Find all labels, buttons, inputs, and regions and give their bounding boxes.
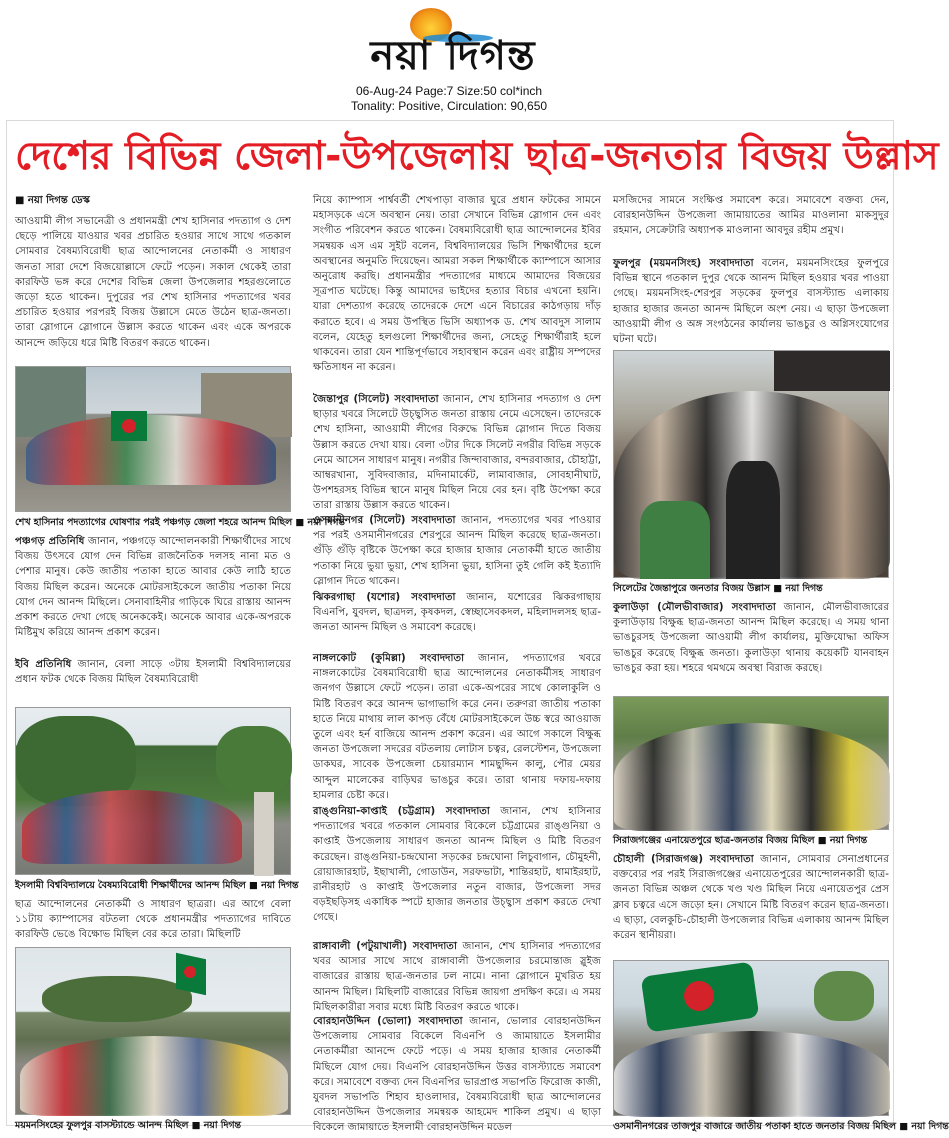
photo-tajpur-rally <box>613 960 889 1116</box>
article-headline: দেশের বিভিন্ন জেলা-উপজেলায় ছাত্র-জনতার বিজয় উল্লাস <box>15 134 939 179</box>
report-lead: জৈন্তাপুর (সিলেট) সংবাদদাতা <box>313 394 439 405</box>
osmaninagar-report <box>313 513 601 587</box>
report-text: জানান, শেখ হাসিনার পদত্যাগের খবরে গতকাল সোমবার বিকেলে চট্টগ্রামের রাঙ্গুনিয়া ও কাপ্তাই উপজেলায় সাধারণ জনতা আনন্দ মিছিল ও মিষ্টি বিতরণ করেছেন। রাঙ্গুনিয়া-চন্দ্রঘোনা সড়কের চন্দ্রঘোনা লিচুবাগান, চৌমুহনী, রোয়াজারহাট, ইছাখালী, গোডাউন, সরফভাটা, শান্তিরহাট, ধামাইরহাট, রানীরহাট ও কাপ্তাই উপজেলার নতুন বাজার, উপজেলা সদর বড়ইছড়িসহ একাধিক স্পটে হাজার জনতার উচ্ছ্বাস প্রকাশ করতে দেখা গেছে। <box>313 806 601 924</box>
ibi-report-continued: ছাত্র আন্দোলনের নেতাকর্মী ও সাধারণ ছাত্ররা। এর আগে বেলা ১১টায় ক্যাম্পাসের বটতলা থেকে প্রধানমন্ত্রীর পদত্যাগের দাবিতে কারফিউ ভেঙে বিক্ষোভ মিছিল বের করে তারা। মিছিলটি <box>15 899 291 941</box>
photo-jaintapur-celebration <box>613 350 889 578</box>
borhanuddin-report-continued: মসজিদের সামনে সংক্ষিপ্ত সমাবেশ করে। সমাবেশে বক্তব্য দেন, বোরহানউদ্দিন উপজেলা জামায়াতের আমির মাওলানা মাকসুদুর রহমান, সেক্রেটারি অধ্যাপক মাওলানা আবদুর রহীম প্রমুখ। <box>613 195 889 237</box>
report-text: জানান, শেখ হাসিনার পদত্যাগ ও দেশ ছাড়ার খবরে সিলেটে উচ্ছ্বসিত জনতা রাস্তায় নেমে এসেছেন। তাদেরকে শেখ হাসিনা, আওয়ামী লীগের বিরুদ্ধে বিভিন্ন স্লোগান দিতে বিজয় উল্লাস করতে দেখা যায়। বেলা ৩টার দিকে সিলেট নগরীর বিভিন্ন সড়কে নেমে আসেন সাধারণ মানুষ। নগরীর জিন্দাবাজার, বন্দরবাজার, চৌহাট্টা, আম্বরখানা, সুবিদবাজার, মদিনামার্কেট, লামাবাজার, সোবহানীঘাট, উপশহরসহ বিভিন্ন স্থানে মানুষ মিছিল নিয়ে বের হন। বৃষ্টি উপেক্ষা করে তারা রাস্তায় উল্লাস করতে থাকেন। <box>313 394 601 512</box>
photo-caption: ইসলামী বিশ্ববিদ্যালয়ে বৈষম্যবিরোধী শিক্ষার্থীদের আনন্দ মিছিল ■ নয়া দিগন্ত <box>15 880 299 891</box>
photo-ibi-rally <box>15 707 291 875</box>
report-text: জানান, ভোলার বোরহানউদ্দিন উপজেলায় সোমবার বিকেলে বিএনপি ও জামায়াতে ইসলামীর নেতাকর্মীরা আনন্দে ফেটে পড়ে। এ সময় হাজার হাজার নেতাকর্মী মিছিলে যোগ দেয়। বিএনপি বোরহানউদ্দিন উত্তর বাসস্ট্যান্ডে সমাবেশ করে। সমাবেশে বক্তব্য দেন বিএনপির ভারপ্রাপ্ত সভাপতি ফিরোজ কাজী, যুবদল সভাপতি শিহাব হাওলাদার, বৈষম্যবিরোধী ছাত্র আন্দোলনের বোরহানউদ্দিন উপজেলার সমন্বয়ক আহমেদ শাকিল প্রমুখ। এ ছাড়া বিকেলে জামায়াতে ইসলামী বোরহানউদ্দিন মডেল <box>313 1016 602 1134</box>
report-text: জানান, পঞ্চগড়ে আন্দোলনকারী শিক্ষার্থীদের সাথে বিজয় উৎসবে যোগ দেন বিভিন্ন রাজনৈতিক দলসহ নানা মত ও পেশার মানুষ। কেউ জাতীয় পতাকা হাতে আবার কেউ লাঠি হাতে বিজয় মিছিল করেন। অনেকে মোটরসাইকেলে জাতীয় পতাকা নিয়ে যোগ দেন আনন্দ মিছিলে। সেনাবাহিনীর গাড়িকে ঘিরে রাস্তায় আনন্দ প্রকাশ করতে দেখা গেছে অনেককেই। অনেকে আবার একে-অপরকে মিষ্টিমুখ করিয়ে আনন্দ প্রকাশ করেন। <box>15 536 291 639</box>
column-2 <box>313 193 601 1135</box>
report-text: জানান, বেলা সাড়ে ৩টায় ইসলামী বিশ্ববিদ্যালয়ের প্রধান ফটক থেকে বিজয় মিছিল বৈষম্যবিরোধী <box>15 659 292 686</box>
byline: ■ নয়া দিগন্ত ডেস্ক <box>15 195 90 206</box>
kulaura-report <box>613 600 889 692</box>
photo-phulpur-rally <box>15 947 291 1115</box>
column-1 <box>15 193 345 1137</box>
report-lead: রাঙ্গুনিয়া-কাপ্তাই (চট্টগ্রাম) সংবাদদাতা <box>313 806 490 817</box>
photo-caption: সিলেটের জৈন্তাপুরে জনতার বিজয় উল্লাস ■ নয়া দিগন্ত <box>613 583 823 594</box>
photo-caption: ওসমানীনগরের তাজপুর বাজারে জাতীয় পতাকা হাতে জনতার বিজয় মিছিল ■ নয়া দিগন্ত <box>613 1121 949 1132</box>
photo-enayetpur-rally <box>613 696 889 830</box>
report-lead: নাঙ্গলকোট (কুমিল্লা) সংবাদদাতা <box>313 653 465 664</box>
logo-text: নয়া দিগন্ত <box>370 32 536 79</box>
report-text: জানান, সোমবার সেনাপ্রধানের বক্তব্যের পর পরই সিরাজগঞ্জের এনায়েতপুরের আন্দোলনকারী ছাত্র-জনতা বিভিন্ন অঞ্চল থেকে খণ্ড খণ্ড মিছিল নিয়ে এনায়েতপুর প্রেস ক্লাব চত্বরে এসে জড়ো হন। সেখানে মিষ্টি বিতরণ করেন ছাত্র-জনতা। এ ছাড়া, বেলকুচি-চৌহালী উপজেলার বিভিন্ন এলাকায় আনন্দ মিছিল করেন স্থানীয়রা। <box>613 854 889 942</box>
photo-panchagarh-rally <box>15 366 291 512</box>
report-lead: বোরহানউদ্দিন (ভোলা) সংবাদদাতা <box>313 1016 463 1027</box>
report-lead: ওসমানীনগর (সিলেট) সংবাদদাতা <box>313 515 456 526</box>
report-lead: ঝিকরগাছা (যশোর) সংবাদদাতা <box>313 592 456 603</box>
report-lead: চৌহালী (সিরাজগঞ্জ) সংবাদদাতা <box>613 854 754 865</box>
report-lead: ইবি প্রতিনিধি <box>15 659 72 670</box>
report-lead: পঞ্চগড় প্রতিনিধি <box>15 536 85 547</box>
photo-caption: ময়মনসিংহের ফুলপুর বাসস্ট্যান্ডে আনন্দ মিছিল ■ নয়া দিগন্ত <box>15 1120 242 1131</box>
report-text: জানান, পদত্যাগের খবর পাওয়ার পর পরই ওসমানীনগরের শেরপুরে আনন্দ মিছিল করেছে ছাত্র-জনতা। গুঁড়ি গুঁড়ি বৃষ্টিকে উপেক্ষা করে হাজার হাজার নেতাকর্মী হাতে জাতীয় পতাকা নিয়ে ভুয়া ভুয়া, শেখ হাসিনা ভুয়া, হাসিনা তুই গেলি কই ইত্যাদি স্লোগান দিতে থাকেন। <box>313 515 601 587</box>
borhanuddin-report <box>313 1014 601 1132</box>
report-text: জানান, পদত্যাগের খবরে নাঙ্গলকোটের বৈষম্যবিরোধী ছাত্র আন্দোলনের নেতাকর্মীসহ সাধারণ জনগণ উল্লাসে ফেটে পড়েন। তারা একে-অপরের সাথে কোলাকুলি ও মিষ্টি বিতরণ করে আনন্দ ভাগাভাগি করে নেন। তরুণরা জাতীয় পতাকা হাতে নিয়ে মাথায় লাল কাপড় বেঁধে মোটরসাইকেলে উচ্চ স্বরে আওয়াজ তুলে এবং হর্ন বাজিয়ে আনন্দ প্রকাশ করেন। এর আগে সকালে বিক্ষুব্ধ জনতা উপজেলা সদরের বটতলায় লোটাস চত্বর, রেলস্টেশন, উপজেলা ডাকঘর, সাবেক উপজেলা চেয়ারম্যান শামছুদ্দিন কালু, পৌর মেয়র আব্দুল মালেকের বাড়িঘর ভাঙচুর করে। তারা থানায় দফায়-দফায় হামলার চেষ্টা করে। <box>313 653 601 801</box>
intro-paragraph: আওয়ামী লীগ সভানেত্রী ও প্রধানমন্ত্রী শেখ হাসিনার পদত্যাগ ও দেশ ছেড়ে পালিয়ে যাওয়ার খবর প্রচারিত হওয়ার সাথে সাথে গতকাল সোমবার বৈষম্যবিরোধী ছাত্র আন্দোলনের নেতাকর্মী ও সাধারণ জনতা সারা দেশে বিজয়োল্লাসে ফেটে পড়েন। সকাল থেকেই তারা কারফিউ ভঙ্গ করে দেশের বিভিন্ন জেলা উপজেলার শহরগুলোতে জড়ো হতে থাকেন। দুপুরের পর শেখ হাসিনার পদত্যাগের খবর প্রচারিত হওয়ার পরপরই বিজয় উল্লাসে মেতে উঠেন ছাত্র-জনতা। তারা স্লোগানে স্লোগানে উল্লাস করতে থাকেন এবং একে অপরকে আনন্দে জড়িয়ে ধরে মিষ্টি বিতরণ করতে থাকেন। <box>15 216 291 349</box>
article-clipping <box>6 120 949 1134</box>
report-lead: ফুলপুর (ময়মনসিংহ) সংবাদদাতা <box>613 258 754 269</box>
jaintapur-report <box>313 392 601 510</box>
report-text: জানান, যশোরের ঝিকরগাছায় বিএনপি, যুবদল, ছাত্রদল, কৃষকদল, স্বেচ্ছাসেবকদল, মহিলাদলসহ ছাত্র-জনতা আনন্দ মিছিল ও সমাবেশ করেছে। <box>313 592 601 634</box>
chouhali-report <box>613 852 889 956</box>
report-lead: কুলাউড়া (মৌলভীবাজার) সংবাদদাতা <box>613 602 776 613</box>
ibi-report <box>15 657 291 703</box>
clipping-meta: 06-Aug-24 Page:7 Size:50 col*inch <box>355 84 543 98</box>
photo-caption: সিরাজগঞ্জের এনায়েতপুরে ছাত্র-জনতার বিজয় মিছিল ■ নয়া দিগন্ত <box>613 835 868 846</box>
ibi-report-continued-2: নিয়ে ক্যাম্পাস পার্শ্ববর্তী শেখপাড়া বাজার ঘুরে প্রধান ফটকের সামনে মহাসড়কে এসে অবস্থান নেয়। তারা সেখানে বিভিন্ন স্লোগান দেন এবং সংগীত পরিবেশন করতে থাকেন। বৈষম্যবিরোধী ছাত্র আন্দোলনের ইবির সমন্বয়ক এস এম সুইট বলেন, বিশ্ববিদ্যালয়ের ভিসি শিক্ষার্থীদের হলে অবস্থানের অনুমতি দিয়েছেন। আমরা সকল শিক্ষার্থীকে ক্যাম্পাসে আসার অনুরোধ করছি। প্রধানমন্ত্রীর পদত্যাগের মাধ্যমে আমাদের বিজয়ের সূত্রপাত ঘটেছে। কিন্তু আমাদের ভাইদের হত্যার বিচার এখনো হয়নি। যারা দেশত্যাগ করেছে তাদেরকে দেশে এনে বিচারের কাঠগড়ায় দাঁড় করাতে হবে। এ সময় উপস্থিত ভিসি অধ্যাপক ড. শেখ আবদুস সালাম বলেন, যেহেতু হলগুলো শিক্ষার্থীদের জন্য, সেহেতু শিক্ষার্থীরাই হলে থাকবেন। তারা যেন শান্তিপূর্ণভাবে সহাবস্থান করেন এবং রাষ্ট্রীয় সম্পদের ক্ষতিসাধন না করেন। <box>313 195 601 374</box>
masthead <box>0 0 898 118</box>
column-3 <box>613 193 949 1138</box>
phulpur-report <box>613 256 889 346</box>
newspaper-logo <box>318 6 588 82</box>
photo-caption: শেখ হাসিনার পদত্যাগের ঘোষণার পরই পঞ্চগড় জেলা শহরে আনন্দ মিছিল ■ নয়া দিগন্ত <box>15 517 345 528</box>
panchagarh-report <box>15 534 291 654</box>
report-text: বলেন, ময়মনসিংহের ফুলপুরে বিভিন্ন স্থানে গতকাল দুপুর থেকে আনন্দ মিছিল হওয়ার খবর পাওয়া গেছে। ময়মনসিংহ-শেরপুর সড়কের ফুলপুর বাসস্ট্যান্ড এলাকায় হাজার হাজার জনতা আনন্দ মিছিলে অংশ নেয়। এ ছাড়া উপজেলা আওয়ামী লীগ ও অঙ্গ সংগঠনের কার্যালয় ভাঙচুর ও অগ্নিসংযোগের ঘটনা ঘটে। <box>613 258 890 346</box>
clipping-tonality: Tonality: Positive, Circulation: 90,650 <box>350 99 548 113</box>
rangunia-report <box>313 804 601 936</box>
report-text: জানান, শেখ হাসিনার পদত্যাগের খবর আসার সাথে সাথে রাঙ্গাবালী উপজেলার চরমোন্তাজ স্লুইজ বাজারের রাস্তায় ছাত্র-জনতার ঢল নামে। নানা স্লোগানে মুখরিত হয় আনন্দ মিছিল। মিছিলটি বাজারের বিভিন্ন জায়গা প্রদক্ষিণ করে। এ সময় মিছিলকারীরা সবার মধ্যে মিষ্টি বিতরণ করতে থাকে। <box>313 941 602 1013</box>
report-text: জানান, মৌলভীবাজারের কুলাউড়ায় বিক্ষুব্ধ ছাত্র-জনতা আনন্দ মিছিল করেছে। এ সময় থানা ভাঙচুরসহ উপজেলা আওয়ামী লীগ কার্যালয়, মুক্তিযোদ্ধা অফিস ভাঙচুর করেছে বিক্ষুব্ধ জনতা। কুলাউড়া থানায় কয়েকটি যানবাহন ভাঙচুর করা হয়। শহরে থমথমে অবস্থা বিরাজ করছে। <box>613 602 889 674</box>
report-lead: রাঙ্গাবালী (পটুয়াখালী) সংবাদদাতা <box>313 941 457 952</box>
rangabali-report <box>313 939 601 1011</box>
nangalkot-report <box>313 651 601 801</box>
jhikargachha-report <box>313 590 601 648</box>
